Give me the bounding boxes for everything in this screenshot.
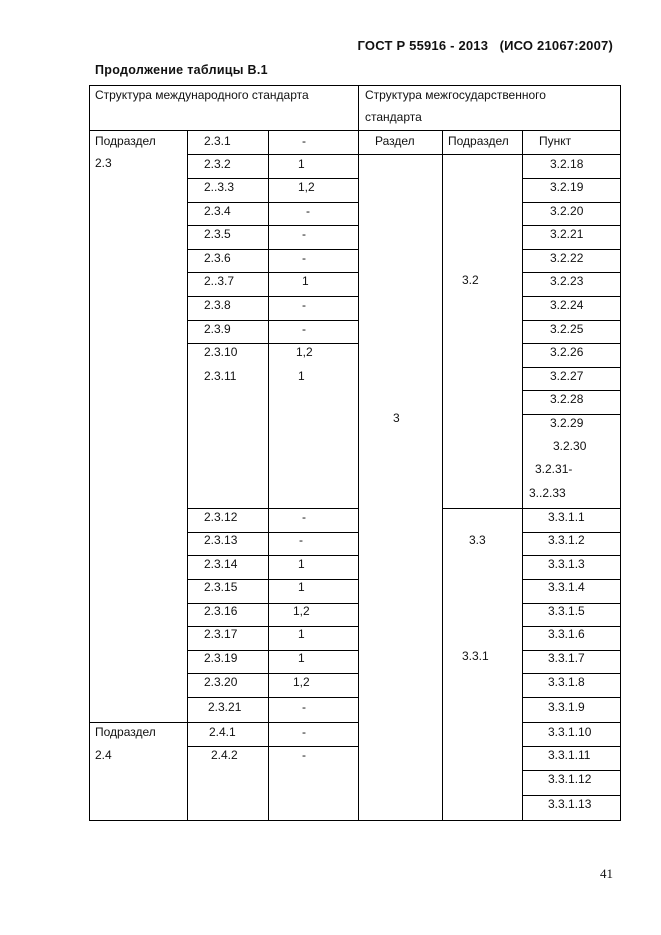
intl-item-reference: - [302, 134, 306, 148]
intl-item-reference: 1 [298, 369, 305, 383]
table-border-right [620, 85, 621, 821]
column-divider [358, 85, 359, 821]
column-header-divider [358, 154, 621, 155]
punkt-value: 3.2.26 [550, 345, 584, 359]
table-border-bottom [89, 820, 621, 821]
punkt-value: 3.3.1.9 [548, 700, 585, 714]
row-divider [522, 296, 621, 297]
intl-item-number: 2.4.2 [211, 748, 238, 762]
row-divider [522, 746, 621, 747]
row-divider [187, 272, 359, 273]
intl-item-number: 2..3.7 [204, 274, 235, 288]
column-header-razdel: Раздел [375, 134, 415, 148]
punkt-value: 3.3.1.7 [548, 651, 585, 665]
table-border-left [89, 85, 90, 821]
page-number: 41 [600, 866, 613, 881]
row-divider [187, 555, 359, 556]
intl-item-number: 2.3.4 [204, 204, 231, 218]
punkt-value: 3.3.1.11 [548, 748, 591, 762]
table-continuation-caption: Продолжение таблицы В.1 [95, 63, 268, 77]
podrazdel-value: 3.3.1 [462, 649, 489, 663]
group-label: Подраздел [95, 134, 156, 148]
podrazdel-value: 3.3 [469, 533, 486, 547]
punkt-value: 3.2.22 [550, 251, 584, 265]
row-divider [522, 673, 621, 674]
row-divider [522, 272, 621, 273]
punkt-value: 3..2.33 [529, 486, 566, 500]
row-divider [187, 249, 359, 250]
row-divider [522, 178, 621, 179]
punkt-value: 3.3.1.1 [548, 510, 585, 524]
intl-item-reference: 1 [298, 557, 305, 571]
punkt-value: 3.3.1.8 [548, 675, 585, 689]
row-divider [187, 508, 359, 509]
punkt-value: 3.3.1.5 [548, 604, 585, 618]
podrazdel-divider [442, 508, 523, 509]
intl-item-number: 2.3.2 [204, 157, 231, 171]
intl-item-number: 2.3.5 [204, 227, 231, 241]
row-divider [187, 673, 359, 674]
column-divider [187, 130, 188, 821]
intl-item-number: 2.3.20 [204, 675, 238, 689]
row-divider [522, 320, 621, 321]
punkt-value: 3.2.19 [550, 180, 584, 194]
punkt-value: 3.3.1.4 [548, 580, 585, 594]
punkt-value: 3.2.29 [550, 416, 584, 430]
row-divider [522, 390, 621, 391]
intl-item-number: 2.3.21 [208, 700, 242, 714]
intl-item-number: 2.3.11 [204, 369, 237, 383]
column-divider [268, 130, 269, 821]
row-divider [522, 225, 621, 226]
row-divider [522, 508, 621, 509]
intl-item-reference: 1 [298, 627, 305, 641]
row-divider [522, 770, 621, 771]
group-label-number: 2.4 [95, 748, 112, 762]
intl-item-reference: - [302, 700, 306, 714]
row-divider [187, 202, 359, 203]
intl-item-reference: - [302, 251, 306, 265]
punkt-value: 3.2.20 [550, 204, 584, 218]
intl-item-reference: 1,2 [293, 675, 310, 689]
punkt-value: 3.3.1.6 [548, 627, 585, 641]
intl-item-reference: 1 [298, 651, 305, 665]
intl-item-reference: - [306, 204, 310, 218]
intl-structure-header: Структура международного стандарта [95, 88, 309, 102]
intl-item-number: 2.3.1 [204, 134, 231, 148]
row-divider [187, 320, 359, 321]
row-divider [187, 697, 359, 698]
intl-item-number: 2.3.8 [204, 298, 231, 312]
intl-item-number: 2.3.12 [204, 510, 238, 524]
intl-item-reference: 1,2 [298, 180, 315, 194]
intl-item-number: 2.3.13 [204, 533, 238, 547]
intl-item-number: 2.3.15 [204, 580, 238, 594]
row-divider [187, 154, 359, 155]
intl-item-number: 2.3.10 [204, 345, 238, 359]
intl-item-reference: - [302, 322, 306, 336]
intl-item-reference: - [302, 298, 306, 312]
intl-item-number: 2.3.17 [204, 627, 238, 641]
column-divider [522, 130, 523, 821]
intl-item-reference: 1 [302, 274, 309, 288]
row-divider [522, 202, 621, 203]
punkt-value: 3.2.25 [550, 322, 584, 336]
punkt-value: 3.3.1.12 [548, 772, 592, 786]
row-divider [522, 555, 621, 556]
intl-item-number: 2.3.9 [204, 322, 231, 336]
row-divider [187, 343, 359, 344]
punkt-value: 3.2.24 [550, 298, 584, 312]
punkt-value: 3.3.1.13 [548, 797, 592, 811]
punkt-value: 3.2.21 [550, 227, 584, 241]
row-divider [187, 225, 359, 226]
intl-item-reference: 1 [298, 580, 305, 594]
intl-item-reference: 1 [298, 157, 305, 171]
row-divider [187, 746, 359, 747]
row-divider [522, 343, 621, 344]
intl-item-number: 2.3.16 [204, 604, 238, 618]
row-divider [522, 722, 621, 723]
intl-item-number: 2.3.19 [204, 651, 238, 665]
intl-item-reference: - [302, 227, 306, 241]
intl-item-reference: - [299, 533, 303, 547]
row-divider [522, 697, 621, 698]
punkt-value: 3.2.23 [550, 274, 584, 288]
intl-item-reference: - [302, 725, 306, 739]
column-header-podrazdel: Подраздел [448, 134, 509, 148]
interstate-structure-header-cont: стандарта [365, 110, 422, 124]
group-label: Подраздел [95, 725, 156, 739]
punkt-value: 3.2.31- [535, 462, 573, 476]
row-divider [522, 249, 621, 250]
intl-item-reference: - [302, 748, 306, 762]
column-header-punkt: Пункт [539, 134, 572, 148]
punkt-value: 3.3.1.10 [548, 725, 592, 739]
document-header: ГОСТ Р 55916 - 2013 (ИСО 21067:2007) [357, 38, 613, 53]
intl-item-number: 2..3.3 [204, 180, 235, 194]
group-label-number: 2.3 [95, 156, 112, 170]
punkt-value: 3.2.18 [550, 157, 584, 171]
row-divider [522, 367, 621, 368]
punkt-value: 3.3.1.2 [548, 533, 585, 547]
intl-item-number: 2.4.1 [209, 725, 236, 739]
intl-item-reference: - [302, 510, 306, 524]
podrazdel-value: 3.2 [462, 273, 479, 287]
punkt-value: 3.2.28 [550, 392, 584, 406]
punkt-value: 3.2.30 [553, 439, 587, 453]
table-border-top [89, 85, 621, 86]
punkt-value: 3.2.27 [550, 369, 584, 383]
row-divider [522, 414, 621, 415]
header-divider [89, 130, 621, 131]
row-divider [187, 296, 359, 297]
column-divider [442, 130, 443, 821]
row-divider [522, 795, 621, 796]
punkt-value: 3.3.1.3 [548, 557, 585, 571]
intl-item-number: 2.3.6 [204, 251, 231, 265]
intl-item-reference: 1,2 [293, 604, 310, 618]
row-divider [187, 722, 359, 723]
intl-item-reference: 1,2 [296, 345, 313, 359]
razdel-value: 3 [393, 411, 400, 425]
row-divider [187, 178, 359, 179]
intl-item-number: 2.3.14 [204, 557, 238, 571]
interstate-structure-header: Структура межгосударственного [365, 88, 546, 102]
